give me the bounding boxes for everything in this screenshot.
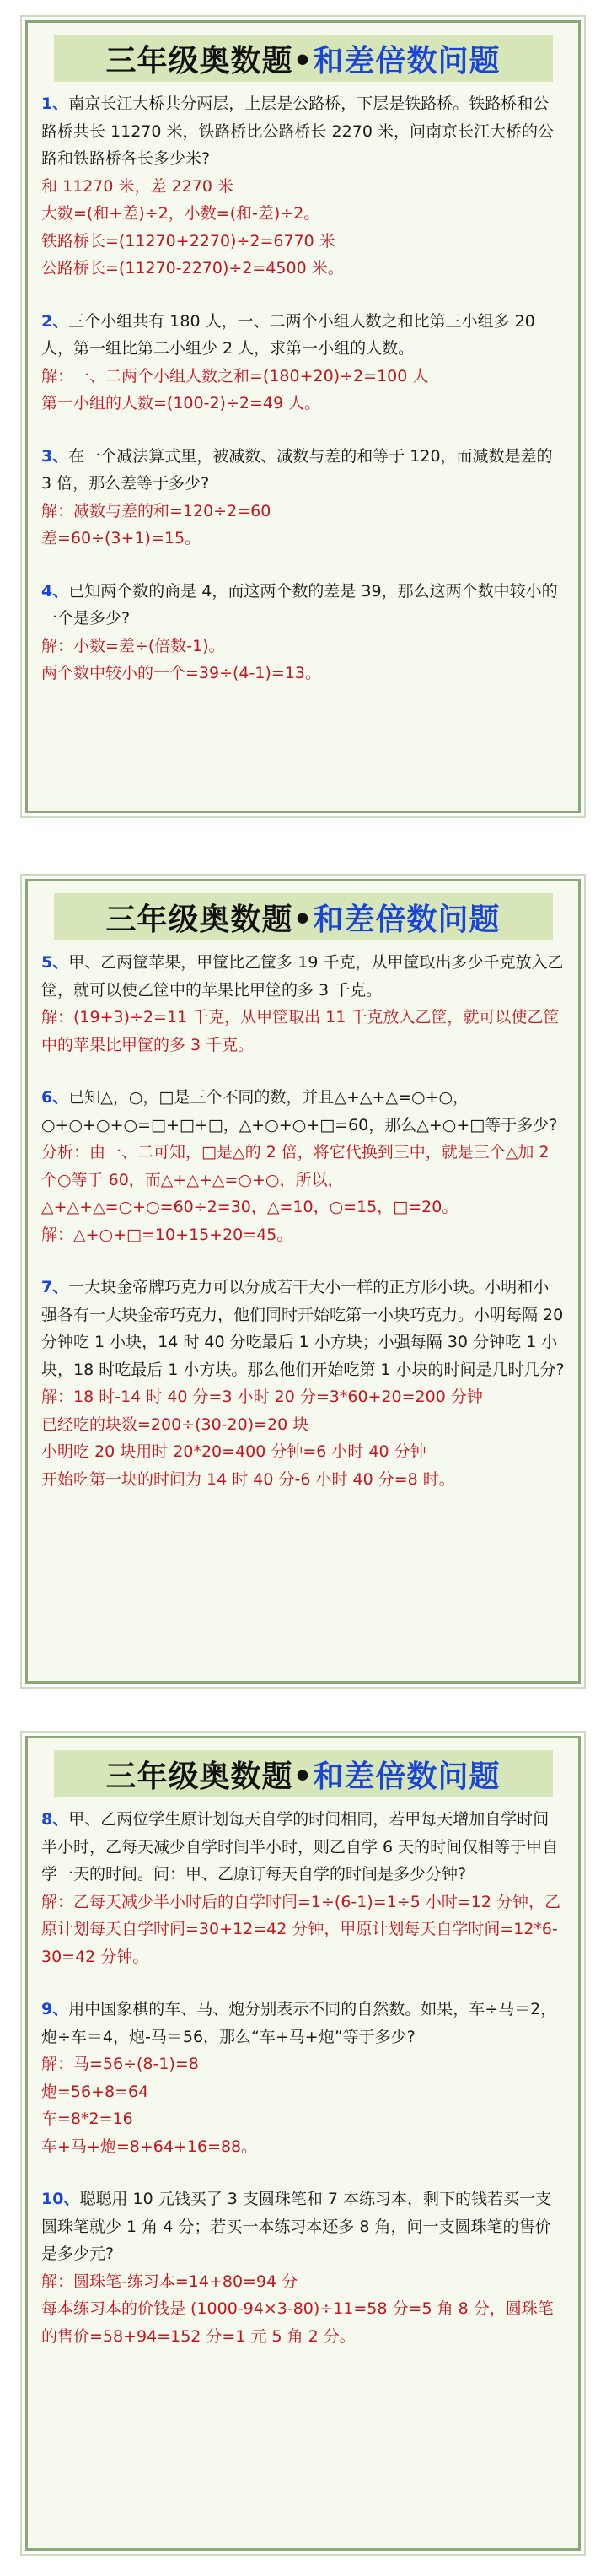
- problem-number: 4、: [41, 581, 69, 601]
- answer-line: 第一小组的人数=(100-2)÷2=49 人。: [41, 394, 321, 412]
- answer-line: 解：小数=差÷(倍数-1)。: [41, 636, 225, 655]
- answer-line: 解：18 时-14 时 40 分=3 小时 20 分=3*60+20=200 分钟: [41, 1388, 483, 1406]
- answer-line: 解：马=56÷(8-1)=8: [41, 2055, 199, 2073]
- problem-1: [41, 90, 565, 283]
- question-text: 1、南京长江大桥共分两层，上层是公路桥，下层是铁路桥。铁路桥和公路桥共长 11270 米，铁路桥比公路桥长 2270 米，问南京长江大桥的公路和铁路桥各长多少米?: [41, 94, 554, 168]
- question-text: 2、三个小组共有 180 人，一、二两个小组人数之和比第三小组多 20 人，第一组比第二小组少 2 人，求第一小组的人数。: [41, 311, 535, 358]
- title-part-2: 和差倍数问题: [313, 1759, 501, 1794]
- question-text: 5、甲、乙两筐苹果，甲筐比乙筐多 19 千克，从甲筐取出多少千克放入乙筐，就可以使乙筐中的苹果比甲筐的多 3 千克。: [41, 953, 564, 1000]
- answer-line: 铁路桥长=(11270+2270)÷2=6770 米: [41, 231, 335, 251]
- problem-2: [41, 308, 565, 418]
- problem-5: [41, 949, 565, 1059]
- title-part-2: 和差倍数问题: [313, 43, 501, 78]
- answer-line: 解：圆珠笔-练习本=14+80=94 分: [41, 2272, 298, 2291]
- answer-line: 两个数中较小的一个=39÷(4-1)=13。: [41, 664, 321, 682]
- answer-line: 解：一、二两个小组人数之和=(180+20)÷2=100 人: [41, 366, 429, 385]
- question-text: 4、已知两个数的商是 4，而这两个数的差是 39，那么这两个数中较小的一个是多少?: [41, 581, 558, 628]
- answer-line: 小明吃 20 块用时 20*20=400 分钟=6 小时 40 分钟: [41, 1442, 426, 1461]
- problem-10: [41, 2185, 565, 2350]
- answer-line: 解：(19+3)÷2=11 千克，从甲筐取出 11 千克放入乙筐，就可以使乙筐中的苹果比甲筐的多 3 千克。: [41, 1008, 560, 1054]
- card-title-banner: [54, 35, 553, 82]
- question-text: 10、聪聪用 10 元钱买了 3 支圆珠笔和 7 本练习本，剩下的钱若买一支圆珠笔就少 1 角 4 分；若买一本练习本还多 8 角，问一支圆珠笔的售价是多少元?: [41, 2190, 552, 2263]
- title-part-2: 和差倍数问题: [313, 902, 501, 937]
- problem-number: 8、: [41, 1810, 69, 1829]
- answer-line: 和 11270 米，差 2270 米: [41, 176, 233, 196]
- answer-line: 炮=56+8=64: [41, 2082, 149, 2101]
- title-part-1: 三年级奥数题•: [105, 902, 314, 937]
- problem-7: [41, 1274, 565, 1493]
- answer-line: 差=60÷(3+1)=15。: [41, 529, 201, 547]
- worksheet-card-2: [25, 879, 581, 1684]
- question-text: 7、一大块金帝牌巧克力可以分成若干大小一样的正方形小块。小明和小强各有一大块金帝巧克力，他们同时开始吃第一小块巧克力。小明每隔 20 分钟吃 1 小块，14 时 40 分吃最后 1 小方块；小强每隔 30 分钟吃 1 小块，18 时吃最后 1 小方块。那么他们开始吃第 1 小块的时间是几时几分?: [41, 1278, 565, 1379]
- answer-line: 大数=(和+差)÷2，小数=(和-差)÷2。: [41, 204, 320, 223]
- problem-number: 10、: [41, 2190, 80, 2208]
- answer-line: 车=8*2=16: [41, 2110, 133, 2128]
- answer-line: 解：乙每天减少半小时后的自学时间=1÷(6-1)=1÷5 小时=12 分钟，乙原计划每天自学时间=30+12=42 分钟，甲原计划每天自学时间=12*6-30=42 分钟。: [41, 1892, 560, 1966]
- card-title-banner: [54, 893, 553, 940]
- answer-line: 解：△+○+□=10+15+20=45。: [41, 1225, 293, 1244]
- problem-number: 9、: [41, 2000, 69, 2018]
- problem-9: [41, 1996, 565, 2160]
- problem-number: 7、: [41, 1278, 69, 1296]
- problem-number: 1、: [41, 94, 69, 113]
- answer-line: 开始吃第一块的时间为 14 时 40 分-6 小时 40 分=8 时。: [41, 1469, 455, 1489]
- question-text: 8、甲、乙两位学生原计划每天自学的时间相同，若甲每天增加自学时间半小时，乙每天减少自学时间半小时，则乙自学 6 天的时间仅相等于甲自学一天的时间。问：甲、乙原订每天自学的时间是多少分钟?: [41, 1810, 559, 1883]
- problem-6: [41, 1084, 565, 1248]
- answer-line: 已经吃的块数=200÷(30-20)=20 块: [41, 1415, 309, 1434]
- problem-4: [41, 578, 565, 687]
- question-text: 3、在一个减法算式里，被减数、减数与差的和等于 120，而减数是差的 3 倍，那么差等于多少?: [41, 446, 553, 493]
- answer-line: 分析：由一、二可知，□是△的 2 倍，将它代换到三中，就是三个△加 2 个○等于 60，而△+△+△=○+○，所以，△+△+△=○+○=60÷2=30，△=10，○=15，□=20。: [41, 1143, 550, 1216]
- problem-8: [41, 1806, 565, 1970]
- answer-line: 公路桥长=(11270-2270)÷2=4500 米。: [41, 259, 344, 278]
- problem-3: [41, 443, 565, 552]
- card-title-banner: [54, 1750, 553, 1797]
- answer-line: 每本练习本的价钱是 (1000-94×3-80)÷11=58 分=5 角 8 分，圆珠笔的售价=58+94=152 分=1 元 5 角 2 分。: [41, 2299, 554, 2346]
- question-text: 9、用中国象棋的车、马、炮分别表示不同的自然数。如果，车÷马＝2，炮÷车＝4，炮-马＝56，那么“车+马+炮”等于多少?: [41, 2000, 557, 2046]
- worksheet-card-1: [25, 20, 581, 813]
- problem-number: 3、: [41, 446, 69, 466]
- answer-line: 车+马+炮=8+64+16=88。: [41, 2137, 258, 2156]
- worksheet-card-3: [25, 1736, 581, 2551]
- title-part-1: 三年级奥数题•: [105, 1759, 314, 1794]
- title-part-1: 三年级奥数题•: [105, 43, 314, 78]
- answer-line: 解：减数与差的和=120÷2=60: [41, 501, 271, 520]
- question-text: 6、已知△，○，□是三个不同的数，并且△+△+△=○+○，○+○+○+○=□+□+□，△+○+○+□=60，那么△+○+□等于多少?: [41, 1088, 558, 1134]
- problem-number: 2、: [41, 311, 69, 331]
- problem-number: 5、: [41, 953, 69, 972]
- problem-number: 6、: [41, 1088, 69, 1107]
